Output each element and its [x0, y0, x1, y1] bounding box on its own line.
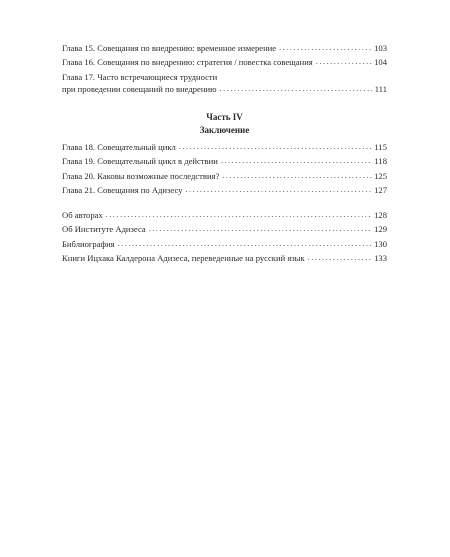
toc-entry-page: 103 [374, 43, 387, 53]
toc-entry-title: Глава 16. Совещания по внедрению: стратегия / повестка совещания [62, 57, 313, 68]
dot-leader [179, 142, 373, 152]
toc-entry-page: 111 [374, 84, 387, 95]
toc-entry-page: 133 [374, 253, 387, 264]
dot-leader [316, 57, 372, 67]
toc-entry-title: Глава 20. Каковы возможные последствия? [62, 170, 220, 181]
dot-leader [185, 185, 372, 195]
dot-leader [222, 171, 372, 181]
toc-entry [62, 57, 387, 67]
toc-entry-page: 127 [374, 185, 387, 196]
toc-entry [62, 253, 387, 263]
dot-leader [106, 210, 372, 220]
toc-section-part4 [62, 142, 387, 200]
toc-entry [62, 239, 387, 249]
toc-entry-title-line1: Глава 17. Часто встречающиеся трудности [62, 71, 218, 82]
toc-entry [62, 142, 387, 152]
toc-entry-page: 129 [374, 224, 387, 235]
toc-entry-page: 130 [374, 238, 387, 249]
toc-entry-title: Об Институте Адизеса [62, 224, 146, 235]
toc-entry-title: Книги Ицхака Калдерона Адизеса, переведенные на русский язык [62, 253, 305, 264]
dot-leader [221, 156, 373, 166]
toc-entry-title: Библиография [62, 238, 115, 249]
toc-entry [62, 171, 387, 181]
toc-entry-title: Глава 15. Совещания по внедрению: временное измерение [62, 43, 277, 53]
toc-section-part3 [62, 43, 387, 99]
toc-entry-title: Об авторах [62, 210, 103, 220]
toc-entry-title: Глава 18. Совещательный цикл [62, 142, 176, 152]
toc-entry-multiline [62, 72, 387, 95]
dot-leader [118, 239, 372, 249]
toc-entry-title-line2: при проведении совещаний по внедрению [62, 84, 217, 95]
toc-entry [62, 224, 387, 234]
dot-leader [149, 224, 372, 234]
toc-entry [62, 185, 387, 195]
toc-entry-title: Глава 19. Совещательный цикл в действии [62, 156, 218, 167]
dot-leader [220, 84, 373, 94]
dot-leader [279, 43, 372, 53]
dot-leader [308, 253, 372, 263]
toc-entry-page: 104 [374, 57, 387, 68]
toc-entry [62, 43, 387, 53]
toc-entry [62, 156, 387, 166]
part-title: Заключение [199, 125, 250, 135]
toc-entry-page: 125 [374, 170, 387, 181]
part-label: Часть IV [206, 112, 243, 122]
toc-entry-page: 128 [374, 210, 387, 220]
toc-entry-page: 118 [374, 156, 387, 167]
toc-entry-title: Глава 21. Совещания по Адизесу [62, 185, 183, 196]
toc-entry [62, 210, 387, 220]
toc-entry-page: 115 [374, 142, 387, 152]
toc-section-backmatter [62, 210, 387, 268]
